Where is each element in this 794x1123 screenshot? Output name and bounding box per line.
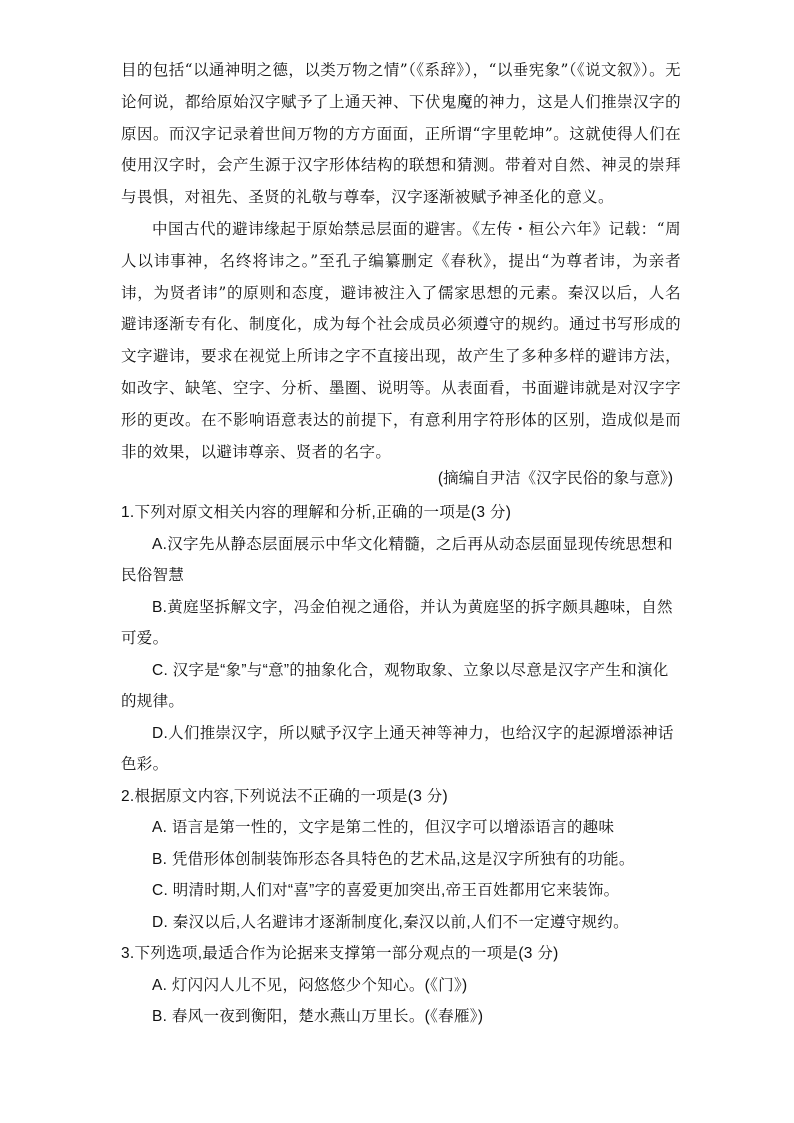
question-option: D.人们推崇汉字，所以赋予汉字上通天神等神力，也给汉字的起源增添神话色彩。 bbox=[121, 724, 674, 773]
question-option: C. 汉字是“象”与“意”的抽象化合，观物取象、立象以尽意是汉字产生和演化的规律。 bbox=[121, 661, 669, 710]
passage-paragraph-1: 目的包括“以通神明之德，以类万物之情”（《系辞》），“以垂宪象”（《说文叙》）。无论何说，都给原始汉字赋予了上通天神、下伏鬼魔的神力，这是人们推崇汉字的原因。而汉字记录着世间万物的方方面面，正所谓“字里乾坤”。这就使得人们在使用汉字时，会产生源于汉字形体结构的联想和猜测。带着对自然、神灵的崇拜与畏惧，对祖先、圣贤的礼敬与尊奉，汉字逐渐被赋予神圣化的意义。 bbox=[121, 61, 681, 207]
passage-source: (摘编自尹洁《汉字民俗的象与意》) bbox=[437, 470, 673, 487]
question-option: A. 语言是第一性的，文字是第二性的，但汉字可以增添语言的趣味 bbox=[152, 819, 615, 836]
question-2 bbox=[121, 781, 681, 939]
question-stem: 3.下列选项,最适合作为论据来支撑第一部分观点的一项是(3 分) bbox=[121, 945, 559, 962]
question-option: A.汉字先从静态层面展示中华文化精髓，之后再从动态层面显现传统思想和民俗智慧 bbox=[121, 535, 673, 584]
reading-passage bbox=[121, 55, 681, 468]
question-option: A. 灯闪闪人儿不见，闷悠悠少个知心。(《门》) bbox=[152, 976, 468, 994]
passage-paragraph-2: 中国古代的避讳缘起于原始禁忌层面的避害。《左传・桓公六年》记载：“周人以讳事神，名终将讳之。”至孔子编纂删定《春秋》，提出“为尊者讳，为亲者讳，为贤者讳”的原则和态度，避讳被注入了儒家思想的元素。秦汉以后，人名避讳逐渐专有化、制度化，成为每个社会成员必须遵守的规约。通过书写形成的文字避讳，要求在视觉上所讳之字不直接出现，故产生了多种多样的避讳方法，如改字、缺笔、空字、分析、墨圈、说明等。从表面看，书面避讳就是对汉字字形的更改。在不影响语意表达的前提下，有意利用字符形体的区别，造成似是而非的效果，以避讳尊亲、贤者的名字。 bbox=[121, 219, 681, 461]
question-option: B.黄庭坚拆解文字，冯金伯视之通俗，并认为黄庭坚的拆字颇具趣味，自然可爱。 bbox=[121, 598, 673, 647]
question-option: B. 春风一夜到衡阳，楚水燕山万里长。(《春雁》) bbox=[152, 1008, 484, 1025]
question-list bbox=[121, 497, 681, 1033]
question-option: D. 秦汉以后,人名避讳才逐渐制度化,秦汉以前,人们不一定遵守规约。 bbox=[152, 913, 629, 931]
question-stem: 2.根据原文内容,下列说法不正确的一项是(3 分) bbox=[121, 787, 448, 805]
question-1 bbox=[121, 497, 681, 781]
question-option: B. 凭借形体创制装饰形态各具特色的艺术品,这是汉字所独有的功能。 bbox=[152, 850, 635, 868]
question-option: C. 明清时期,人们对“喜”字的喜爱更加突出,帝王百姓都用它来装饰。 bbox=[152, 882, 620, 899]
question-stem: 1.下列对原文相关内容的理解和分析,正确的一项是(3 分) bbox=[121, 504, 512, 521]
question-3 bbox=[121, 938, 681, 1033]
